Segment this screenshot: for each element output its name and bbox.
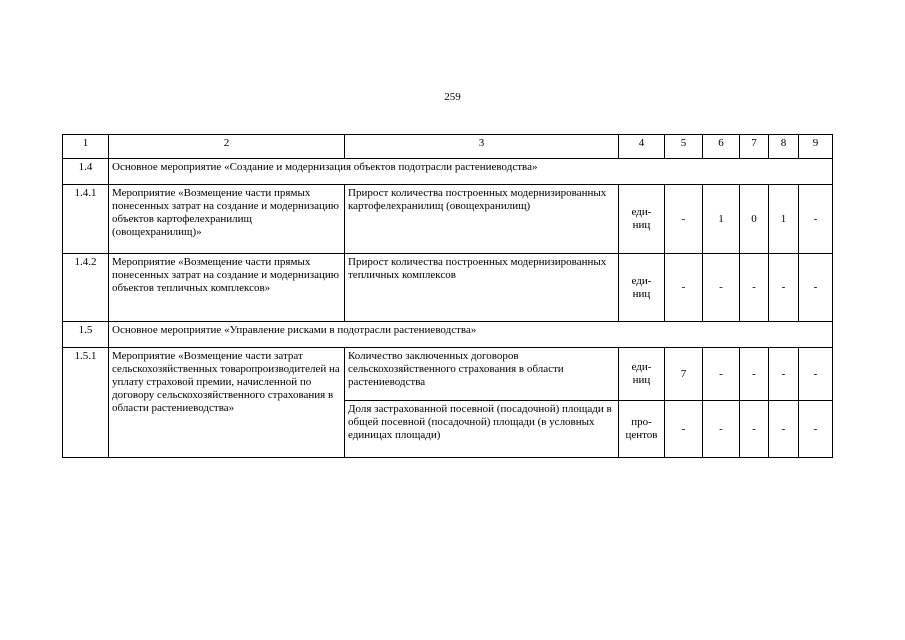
unit-cell (619, 401, 665, 458)
header-cell: 7 (740, 135, 769, 159)
unit-line: ниц (632, 374, 651, 386)
row-number: 1.4.1 (63, 185, 109, 254)
value-cell: - (769, 348, 799, 401)
table-row (63, 185, 833, 254)
header-row (63, 135, 833, 159)
unit-cell (619, 254, 665, 322)
indicator-cell: Количество заключенных договоров сельскохозяйственного страхования в области растениеводства (345, 348, 619, 401)
row-number: 1.5 (63, 322, 109, 348)
event-cell: Мероприятие «Возмещение части затрат сельскохозяйственных товаропроизводителей на уплату страховой премии, начисленной по договору сельскохозяйственного страхования в области растениеводства» (109, 348, 345, 458)
header-cell: 4 (619, 135, 665, 159)
header-cell: 8 (769, 135, 799, 159)
event-cell: Мероприятие «Возмещение части прямых понесенных затрат на создание и модернизацию объектов картофелехранилищ (овощехранилищ)» (109, 185, 345, 254)
section-row (63, 322, 833, 348)
value-cell: - (740, 401, 769, 458)
value-cell: - (703, 348, 740, 401)
unit-cell (619, 185, 665, 254)
unit-line: про- (631, 416, 652, 428)
header-cell: 1 (63, 135, 109, 159)
value-cell: - (799, 401, 833, 458)
section-title: Основное мероприятие «Управление рисками в подотрасли растениеводства» (109, 322, 833, 348)
value-cell: - (703, 401, 740, 458)
section-row (63, 159, 833, 185)
value-cell: - (740, 254, 769, 322)
indicator-cell: Доля застрахованной посевной (посадочной) площади в общей посевной (посадочной) площади (в условных единицах площади) (345, 401, 619, 458)
value-cell: - (740, 348, 769, 401)
row-number: 1.5.1 (63, 348, 109, 458)
value-cell: - (769, 254, 799, 322)
section-title: Основное мероприятие «Создание и модернизация объектов подотрасли растениеводства» (109, 159, 833, 185)
row-number: 1.4 (63, 159, 109, 185)
value-cell: - (799, 254, 833, 322)
indicator-cell: Прирост количества построенных модернизированных тепличных комплексов (345, 254, 619, 322)
value-cell: - (665, 185, 703, 254)
header-cell: 3 (345, 135, 619, 159)
unit-line: еди- (631, 206, 652, 218)
header-cell: 2 (109, 135, 345, 159)
value-cell: - (665, 254, 703, 322)
unit-line: центов (625, 429, 658, 441)
header-cell: 9 (799, 135, 833, 159)
indicators-table (62, 134, 833, 458)
value-cell: - (703, 254, 740, 322)
value-cell: 0 (740, 185, 769, 254)
table-row (63, 254, 833, 322)
table-row (63, 348, 833, 401)
page-number: 259 (444, 91, 461, 103)
unit-cell (619, 348, 665, 401)
value-cell: - (665, 401, 703, 458)
value-cell: - (799, 185, 833, 254)
unit-line: ниц (632, 287, 651, 300)
event-cell: Мероприятие «Возмещение части прямых понесенных затрат на создание и модернизацию объектов тепличных комплексов» (109, 254, 345, 322)
unit-line: еди- (631, 361, 652, 373)
value-cell: 7 (665, 348, 703, 401)
row-number: 1.4.2 (63, 254, 109, 322)
value-cell: 1 (703, 185, 740, 254)
value-cell: - (799, 348, 833, 401)
indicator-cell: Прирост количества построенных модернизированных картофелехранилищ (овощехранилищ) (345, 185, 619, 254)
value-cell: - (769, 401, 799, 458)
value-cell: 1 (769, 185, 799, 254)
unit-line: ниц (632, 219, 651, 231)
header-cell: 5 (665, 135, 703, 159)
unit-line: еди- (631, 274, 652, 287)
header-cell: 6 (703, 135, 740, 159)
